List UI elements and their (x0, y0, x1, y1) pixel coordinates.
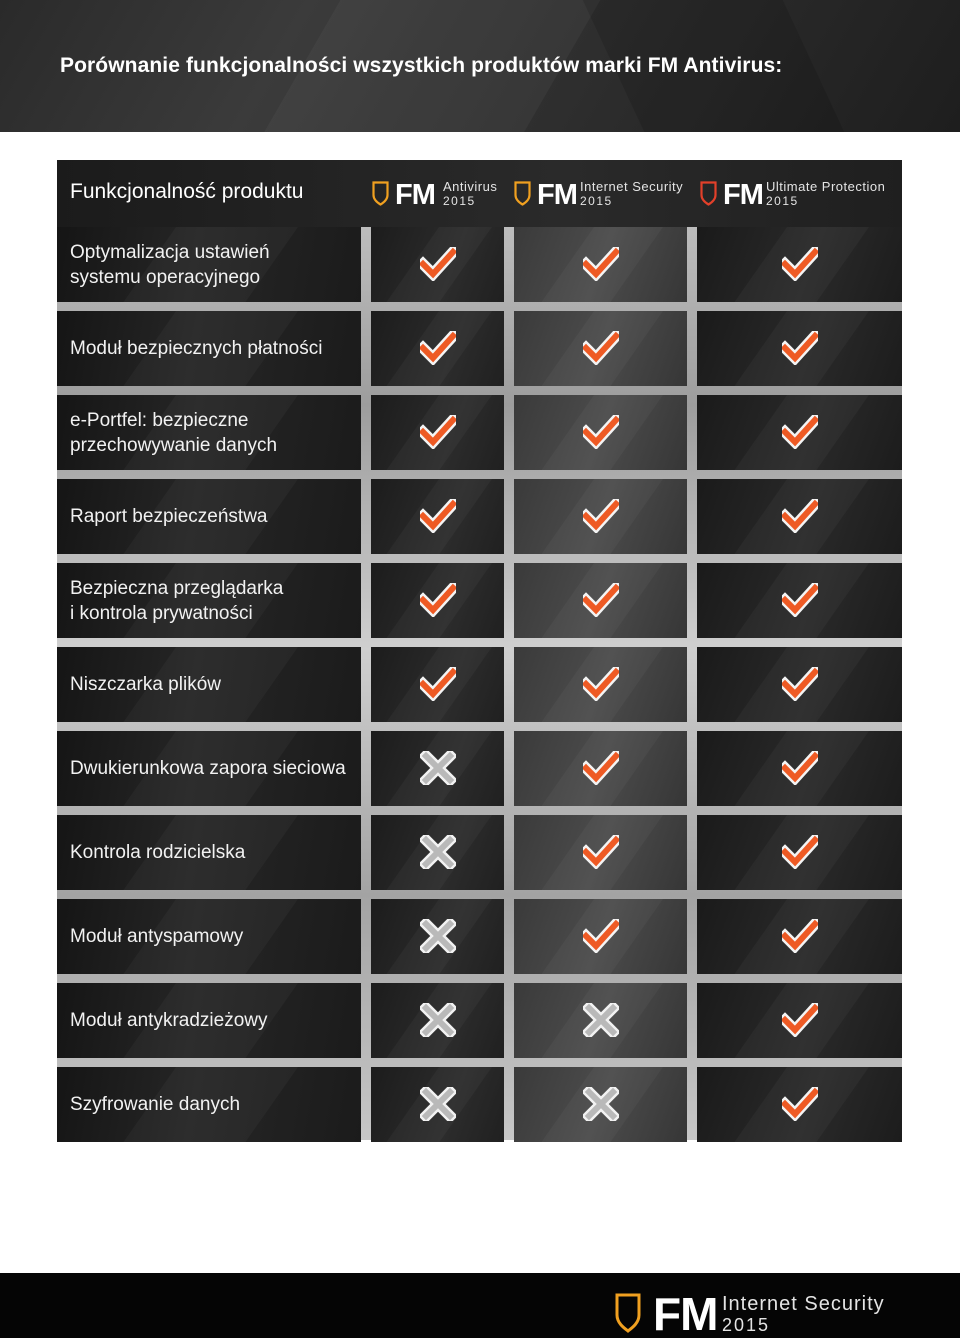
comparison-table (57, 160, 902, 1140)
check-icon (420, 499, 456, 533)
support-cell (514, 1067, 687, 1142)
feature-label: Raport bezpieczeństwa (70, 506, 268, 527)
table-row (57, 815, 902, 890)
page-footer (0, 1273, 960, 1338)
feature-label: Szyfrowanie danych (70, 1094, 241, 1115)
support-cell (371, 227, 504, 302)
table-row (57, 311, 902, 386)
feature-cell (57, 815, 361, 890)
feature-label: Niszczarka plików (70, 674, 221, 695)
check-icon (782, 499, 818, 533)
check-icon (583, 667, 619, 701)
check-icon (782, 415, 818, 449)
check-icon (583, 331, 619, 365)
support-cell (697, 563, 902, 638)
product-name: Ultimate Protection (766, 179, 886, 194)
support-cell (697, 227, 902, 302)
support-cell (697, 899, 902, 974)
page-header (0, 0, 960, 132)
support-cell (371, 731, 504, 806)
check-icon (420, 247, 456, 281)
check-icon (782, 247, 818, 281)
support-cell (514, 311, 687, 386)
feature-label: Moduł bezpiecznych płatności (70, 338, 323, 359)
support-cell (514, 395, 687, 470)
support-cell (371, 899, 504, 974)
product-year: 2015 (766, 194, 799, 208)
support-cell (514, 563, 687, 638)
shield-icon (514, 181, 531, 206)
support-cell (697, 983, 902, 1058)
feature-cell (57, 899, 361, 974)
support-cell (371, 563, 504, 638)
support-cell (371, 983, 504, 1058)
support-cell (697, 311, 902, 386)
check-icon (782, 835, 818, 869)
support-cell (514, 479, 687, 554)
shield-icon (615, 1293, 641, 1333)
cross-icon (420, 1087, 456, 1121)
check-icon (420, 415, 456, 449)
support-cell (371, 815, 504, 890)
cross-icon (420, 1003, 456, 1037)
support-cell (514, 647, 687, 722)
feature-label: Moduł antyspamowy (70, 926, 244, 947)
support-cell (371, 395, 504, 470)
check-icon (583, 415, 619, 449)
support-cell (371, 479, 504, 554)
cross-icon (583, 1003, 619, 1037)
table-row (57, 1067, 902, 1142)
footer-logo-mark: FM (653, 1288, 718, 1340)
table-row (57, 395, 902, 470)
support-cell (697, 647, 902, 722)
check-icon (583, 751, 619, 785)
table-row (57, 227, 902, 302)
footer-product-year: 2015 (722, 1315, 771, 1335)
support-cell (697, 731, 902, 806)
support-cell (697, 1067, 902, 1142)
check-icon (782, 919, 818, 953)
check-icon (583, 499, 619, 533)
table-header (57, 160, 902, 227)
product-year: 2015 (443, 194, 476, 208)
support-cell (697, 395, 902, 470)
feature-cell (57, 311, 361, 386)
support-cell (514, 983, 687, 1058)
page-title: Porównanie funkcjonalności wszystkich produktów marki FM Antivirus: (60, 54, 783, 77)
feature-label: Kontrola rodzicielska (70, 842, 246, 863)
feature-cell (57, 227, 361, 302)
cross-icon (420, 919, 456, 953)
check-icon (420, 583, 456, 617)
check-icon (420, 331, 456, 365)
table-row (57, 647, 902, 722)
feature-label: Moduł antykradzieżowy (70, 1010, 268, 1031)
feature-cell (57, 647, 361, 722)
feature-label: Bezpieczna przeglądarka i kontrola prywatności (70, 577, 284, 624)
check-icon (420, 667, 456, 701)
support-cell (514, 731, 687, 806)
check-icon (583, 583, 619, 617)
feature-cell (57, 395, 361, 470)
product-logo-mark: FM (537, 179, 577, 211)
check-icon (782, 331, 818, 365)
feature-label: e-Portfel: bezpieczne przechowywanie danych (70, 409, 278, 456)
check-icon (583, 247, 619, 281)
support-cell (697, 815, 902, 890)
cross-icon (420, 751, 456, 785)
feature-cell (57, 1067, 361, 1142)
table-row (57, 983, 902, 1058)
check-icon (782, 1003, 818, 1037)
product-logo-mark: FM (395, 179, 435, 211)
support-cell (371, 311, 504, 386)
support-cell (514, 227, 687, 302)
support-cell (371, 647, 504, 722)
feature-cell (57, 563, 361, 638)
cross-icon (583, 1087, 619, 1121)
check-icon (583, 919, 619, 953)
table-row (57, 563, 902, 638)
shield-icon (700, 181, 717, 206)
cross-icon (420, 835, 456, 869)
shield-icon (372, 181, 389, 206)
check-icon (583, 835, 619, 869)
check-icon (782, 583, 818, 617)
footer-product-name: Internet Security (722, 1293, 885, 1315)
support-cell (697, 479, 902, 554)
feature-cell (57, 731, 361, 806)
product-name: Internet Security (580, 179, 684, 194)
check-icon (782, 667, 818, 701)
support-cell (514, 815, 687, 890)
feature-label: Dwukierunkowa zapora sieciowa (70, 758, 346, 779)
feature-cell (57, 983, 361, 1058)
support-cell (514, 899, 687, 974)
feature-label: Optymalizacja ustawień systemu operacyjnego (70, 241, 270, 288)
table-row (57, 899, 902, 974)
support-cell (371, 1067, 504, 1142)
product-name: Antivirus (443, 179, 498, 194)
check-icon (782, 1087, 818, 1121)
table-row (57, 731, 902, 806)
check-icon (782, 751, 818, 785)
product-year: 2015 (580, 194, 613, 208)
table-row (57, 479, 902, 554)
product-logo-mark: FM (723, 179, 763, 211)
feature-cell (57, 479, 361, 554)
feature-column-header: Funkcjonalność produktu (70, 180, 304, 203)
